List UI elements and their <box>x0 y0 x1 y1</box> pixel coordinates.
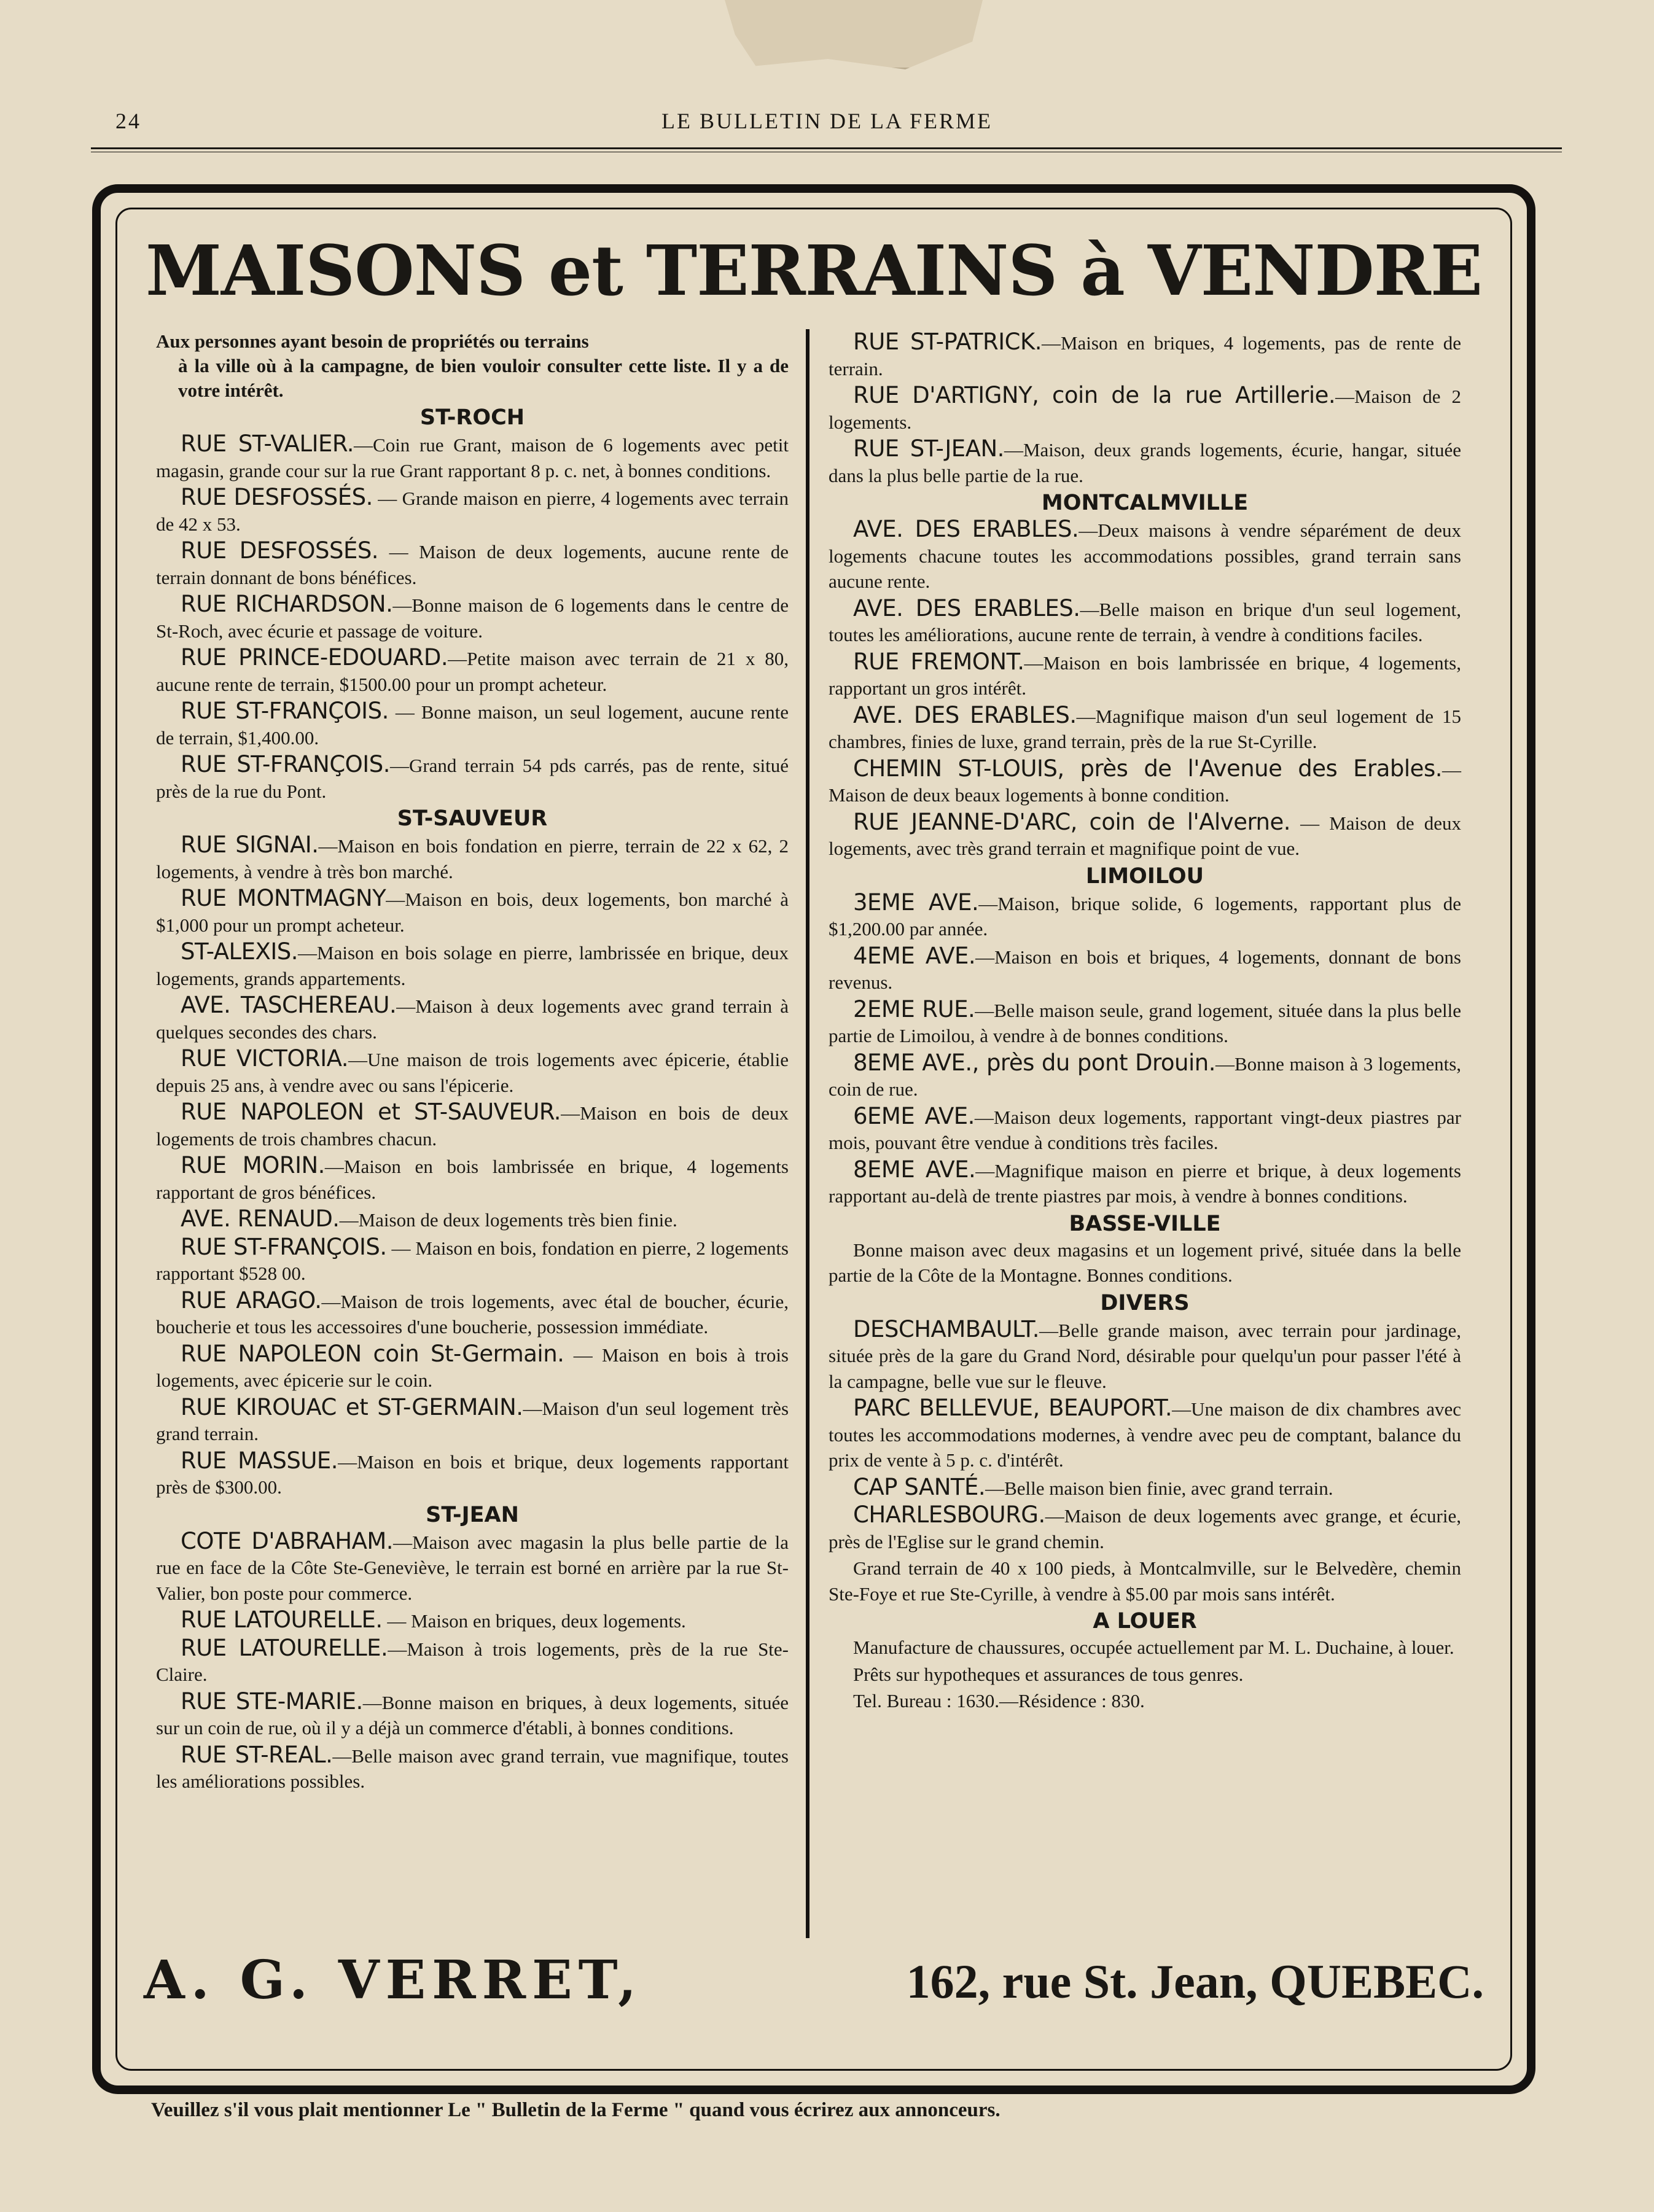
listing-street: CHEMIN ST-LOUIS, près de l'Avenue des Erables. <box>853 755 1442 782</box>
listing-description: —Maison en bois et brique, deux logements rapportant près de $300.00. <box>156 1451 789 1498</box>
listing-entry <box>156 1341 789 1393</box>
listing-entry <box>829 516 1461 594</box>
listing-entry <box>829 596 1461 648</box>
listing-entry <box>829 436 1461 488</box>
listing-description: —Coin rue Grant, maison de 6 logements avec petit magasin, grande cour sur la rue Grant rapportant 8 p. c. net, à bonnes conditions. <box>156 434 789 481</box>
listing-entry <box>156 1206 789 1233</box>
listing-description: —Maison à trois logements, près de la rue Ste-Claire. <box>156 1638 789 1685</box>
listing-street: RUE VICTORIA. <box>181 1045 349 1072</box>
listing-description: —Belle maison seule, grand logement, située dans la plus belle partie de Limoilou, à vendre à de bonnes conditions. <box>829 999 1461 1046</box>
section-heading: BASSE-VILLE <box>1069 1211 1221 1236</box>
listing-entry <box>829 1104 1461 1156</box>
listing-street: 2EME RUE. <box>853 995 975 1022</box>
listing-description: —Maison en bois lambrissée en brique, 4 logements, rapportant un gros intérêt. <box>829 652 1461 699</box>
listing-street: 8EME AVE., près du pont Drouin. <box>853 1049 1215 1076</box>
listing-text: Grand terrain de 40 x 100 pieds, à Montcalmville, sur le Belvedère, chemin Ste-Foye et rue Ste-Cyrille, à vendre à $5.00 par mois sans intérêt. <box>829 1557 1461 1605</box>
listing-entry <box>829 1050 1461 1102</box>
listing-street: 6EME AVE. <box>853 1102 975 1129</box>
listing-description: —Maison, brique solide, 6 logements, rapportant plus de $1,200.00 par année. <box>829 892 1461 940</box>
listing-description: —Une maison de trois logements avec épicerie, établie depuis 25 ans, à vendre avec ou sans l'épicerie. <box>156 1049 789 1096</box>
listing-entry <box>156 1635 789 1688</box>
listing-street: AVE. RENAUD. <box>181 1205 340 1232</box>
listing-street: RUE ST-FRANÇOIS. <box>181 751 390 777</box>
listing-street: RUE NAPOLEON coin St-Germain. <box>181 1340 564 1367</box>
listing-street: 4EME AVE. <box>853 942 976 969</box>
advertiser-name: A. G. VERRET, <box>144 1949 643 2011</box>
listing-description: —Belle maison en brique d'un seul logement, toutes les améliorations, aucune rente de terrain, à vendre à conditions faciles. <box>829 598 1461 645</box>
listing-entry <box>156 538 789 590</box>
listing-street: AVE. DES ERABLES. <box>853 516 1079 542</box>
listing-description: —Magnifique maison en pierre et brique, à deux logements rapportant au-delà de trente piastres par mois, à vendre à bonnes conditions. <box>829 1159 1461 1207</box>
listing-entry <box>156 698 789 750</box>
bottom-note: Veuillez s'il vous plait mentionner Le " Bulletin de la Ferme " quand vous écrirez aux annonceurs. <box>151 2099 1001 2121</box>
listing-street: RUE D'ARTIGNY, coin de la rue Artillerie. <box>853 382 1336 408</box>
listing-street: AVE. DES ERABLES. <box>853 701 1077 728</box>
listing-description: — Grande maison en pierre, 4 logements avec terrain de 42 x 53. <box>156 488 789 535</box>
listing-street: RUE RICHARDSON. <box>181 591 393 617</box>
listing-street: RUE JEANNE-D'ARC, coin de l'Alverne. <box>853 808 1290 835</box>
listing-column-left <box>156 329 789 1796</box>
listing-description: — Maison en bois, fondation en pierre, 2 logements rapportant $528 00. <box>156 1237 789 1284</box>
listing-description: — Maison en briques, deux logements. <box>382 1610 686 1632</box>
listing-street: RUE ARAGO. <box>181 1287 322 1314</box>
listing-entry <box>829 383 1461 435</box>
listing-entry <box>829 1317 1461 1395</box>
listing-entry <box>156 1234 789 1287</box>
listing-description: —Belle maison avec grand terrain, vue magnifique, toutes les améliorations possibles. <box>156 1745 789 1792</box>
listing-entry <box>156 1288 789 1340</box>
listing-description: —Bonne maison en briques, à deux logements, située sur un coin de rue, où il y a déjà un commerce d'établi, à bonnes conditions. <box>156 1691 789 1739</box>
listing-street: RUE PRINCE-EDOUARD. <box>181 644 448 671</box>
header-rule <box>91 147 1562 152</box>
listing-description: —Petite maison avec terrain de 21 x 80, aucune rente de terrain, $1500.00 pour un prompt acheteur. <box>156 648 789 695</box>
listing-entry <box>156 992 789 1045</box>
listing-description: —Maison en briques, 4 logements, pas de rente de terrain. <box>829 332 1461 380</box>
listing-street: COTE D'ABRAHAM. <box>181 1527 394 1554</box>
listing-description: —Maison de deux logements avec grange, et écurie, près de l'Eglise sur le grand chemin. <box>829 1505 1461 1552</box>
listing-entry <box>156 1046 789 1098</box>
listing-street: RUE MONTMAGNY <box>181 885 386 911</box>
listing-description: —Maison en bois fondation en pierre, terrain de 22 x 62, 2 logements, à vendre à très bon marché. <box>156 835 789 882</box>
ad-intro <box>156 329 789 403</box>
listing-street: RUE FREMONT. <box>853 648 1024 675</box>
listing-description: —Maison en bois lambrissée en brique, 4 logements rapportant de gros bénéfices. <box>156 1156 789 1203</box>
listing-street: RUE ST-VALIER. <box>181 430 354 457</box>
section-heading: ST-ROCH <box>419 405 525 430</box>
advertiser-address: 162, rue St. Jean, QUEBEC. <box>906 1955 1484 2008</box>
section-heading: A LOUER <box>1093 1609 1197 1634</box>
listing-entry <box>829 1157 1461 1209</box>
listing-text: Manufacture de chaussures, occupée actuellement par M. L. Duchaine, à louer. <box>853 1637 1454 1658</box>
listing-list-right <box>829 329 1461 1714</box>
running-head <box>92 103 1562 140</box>
journal-title: LE BULLETIN DE LA FERME <box>661 109 993 133</box>
listing-street: RUE LATOURELLE. <box>181 1634 388 1661</box>
listing-description: —Maison de deux logements très bien finie. <box>339 1209 677 1231</box>
section-heading: ST-SAUVEUR <box>397 806 548 831</box>
listing-entry <box>156 1607 789 1634</box>
listing-description: —Maison, deux grands logements, écurie, hangar, située dans la plus belle partie de la rue. <box>829 439 1462 486</box>
ad-intro-line: à la ville où à la campagne, de bien vouloir consulter cette liste. Il y a de votre intérêt. <box>178 355 789 401</box>
listing-street: RUE ST-REAL. <box>181 1741 333 1768</box>
listing-street: CAP SANTÉ. <box>853 1473 986 1500</box>
listing-entry <box>156 431 789 483</box>
listing-entry <box>156 886 789 938</box>
listing-entry <box>156 485 789 537</box>
listing-street: 3EME AVE. <box>853 889 979 916</box>
listing-street: RUE KIROUAC et ST-GERMAIN. <box>181 1393 523 1420</box>
listing-description: —Maison d'un seul logement très grand terrain. <box>156 1397 789 1444</box>
listing-street: RUE ST-FRANÇOIS. <box>181 1233 387 1260</box>
listing-description: —Maison en bois de deux logements de trois chambres chacun. <box>156 1102 789 1150</box>
listing-entry <box>156 645 789 697</box>
listing-entry <box>156 1742 789 1794</box>
listing-entry <box>829 1474 1461 1501</box>
listing-description: — Maison de deux logements, avec très grand terrain et magnifique point de vue. <box>829 812 1461 859</box>
listing-entry <box>829 1502 1461 1554</box>
listing-description: —Maison de 2 logements. <box>829 386 1461 433</box>
advertisement-frame <box>92 184 1535 2094</box>
listing-entry <box>156 1153 789 1205</box>
listing-description: —Maison en bois et briques, 4 logements, donnant de bons revenus. <box>829 946 1461 993</box>
page-number: 24 <box>115 109 141 133</box>
listing-street: RUE SIGNAI. <box>181 831 319 858</box>
listing-entry <box>156 1448 789 1500</box>
listing-street: RUE MORIN. <box>181 1152 325 1178</box>
listing-street: RUE LATOURELLE. <box>181 1606 383 1633</box>
listing-description: —Bonne maison de 6 logements dans le centre de St-Roch, avec écurie et passage de voiture. <box>156 594 789 642</box>
listing-entry <box>829 703 1461 755</box>
listing-text: Bonne maison avec deux magasins et un logement privé, située dans la belle partie de la Côte de la Montagne. Bonnes conditions. <box>829 1239 1461 1286</box>
section-heading: MONTCALMVILLE <box>1041 491 1249 515</box>
listing-description: — Bonne maison, un seul logement, aucune rente de terrain, $1,400.00. <box>156 701 789 749</box>
listing-description: —Bonne maison à 3 logements, coin de rue. <box>829 1053 1462 1100</box>
listing-entry <box>829 329 1461 381</box>
listing-text: Tel. Bureau : 1630.—Résidence : 830. <box>853 1690 1145 1712</box>
listing-text: Prêts sur hypotheques et assurances de tous genres. <box>853 1663 1244 1685</box>
listing-description: — Maison de deux logements, aucune rente de terrain donnant de bons bénéfices. <box>156 541 789 588</box>
listing-description: —Belle grande maison, avec terrain pour jardinage, située près de la gare du Grand Nord, désirable pour quelqu'un pour passer l'été à la campagne, belle vue sur le fleuve. <box>829 1319 1461 1392</box>
listing-street: DESCHAMBAULT. <box>853 1315 1040 1342</box>
listing-entry <box>829 997 1461 1049</box>
listing-street: AVE. TASCHEREAU. <box>181 992 397 1018</box>
listing-street: PARC BELLEVUE, BEAUPORT. <box>853 1395 1172 1421</box>
listing-entry <box>829 890 1461 942</box>
listing-column-right <box>829 329 1461 1715</box>
listing-entry <box>156 591 789 644</box>
listing-street: RUE ST-JEAN. <box>853 435 1004 462</box>
section-heading: ST-JEAN <box>426 1502 519 1527</box>
listing-description: — Maison en bois à trois logements, avec épicerie sur le coin. <box>156 1344 789 1391</box>
column-divider <box>806 329 809 1938</box>
listing-entry <box>829 809 1461 862</box>
listing-street: CHARLESBOURG. <box>853 1501 1045 1528</box>
listing-entry <box>156 1099 789 1151</box>
listing-street: ST-ALEXIS. <box>181 938 298 965</box>
listing-description: —Maison avec magasin la plus belle partie de la rue en face de la Côte Ste-Geneviève, le terrain est borné en arrière par la rue St-Valier, bon poste pour commerce. <box>156 1531 789 1604</box>
listing-entry <box>156 1529 789 1606</box>
listing-street: RUE DESFOSSÉS. <box>181 537 379 564</box>
listing-street: RUE NAPOLEON et ST-SAUVEUR. <box>181 1099 561 1125</box>
listing-street: RUE MASSUE. <box>181 1447 338 1474</box>
listing-entry <box>156 939 789 991</box>
ad-title: MAISONS et TERRAINS à VENDRE <box>145 231 1483 311</box>
listing-description: —Belle maison bien finie, avec grand terrain. <box>985 1477 1333 1499</box>
listing-description: —Maison de trois logements, avec étal de boucher, écurie, boucherie et tous les accessoires d'une boucherie, possession immédiate. <box>156 1290 789 1338</box>
listing-entry <box>156 1395 789 1447</box>
listing-description: —Maison de deux beaux logements à bonne condition. <box>829 758 1461 806</box>
listing-description: —Maison deux logements, rapportant vingt-deux piastres par mois, pouvant être vendue à conditions très faciles. <box>829 1106 1461 1153</box>
listing-entry <box>829 756 1461 808</box>
torn-paper-edge <box>725 0 983 69</box>
listing-description: —Deux maisons à vendre séparément de deux logements chacune toutes les accommodations possibles, grand terrain sans aucune rente. <box>829 520 1462 592</box>
listing-description: —Maison en bois, deux logements, bon marché à $1,000 pour un prompt acheteur. <box>156 889 789 936</box>
listing-entry <box>156 832 789 884</box>
listing-description: —Une maison de dix chambres avec toutes les accommodations modernes, à vendre avec peu de comptant, balance du prix de vente à 5 p. c. d'intérêt. <box>829 1398 1461 1471</box>
listing-list-left <box>156 404 789 1794</box>
listing-street: 8EME AVE. <box>853 1156 976 1183</box>
listing-street: RUE ST-PATRICK. <box>853 329 1042 355</box>
section-heading: LIMOILOU <box>1085 863 1204 889</box>
listing-description: —Magnifique maison d'un seul logement de 15 chambres, finies de luxe, grand terrain, près de la rue St-Cyrille. <box>829 705 1461 752</box>
listing-street: AVE. DES ERABLES. <box>853 594 1080 621</box>
listing-entry <box>829 1395 1461 1473</box>
listing-entry <box>156 752 789 804</box>
listing-street: RUE DESFOSSÉS. <box>181 484 373 510</box>
listing-entry <box>156 1689 789 1741</box>
listing-description: —Maison à deux logements avec grand terrain à quelques secondes des chars. <box>156 995 789 1043</box>
listing-description: —Grand terrain 54 pds carrés, pas de rente, situé près de la rue du Pont. <box>156 755 789 802</box>
ad-intro-line: Aux personnes ayant besoin de propriétés ou terrains <box>156 330 589 352</box>
listing-entry <box>829 649 1461 701</box>
listing-street: RUE STE-MARIE. <box>181 1688 363 1715</box>
listing-description: —Maison en bois solage en pierre, lambrissée en brique, deux logements, grands appartements. <box>156 942 789 989</box>
listing-street: RUE ST-FRANÇOIS. <box>181 698 389 724</box>
listing-entry <box>829 943 1461 995</box>
section-heading: DIVERS <box>1100 1290 1190 1315</box>
